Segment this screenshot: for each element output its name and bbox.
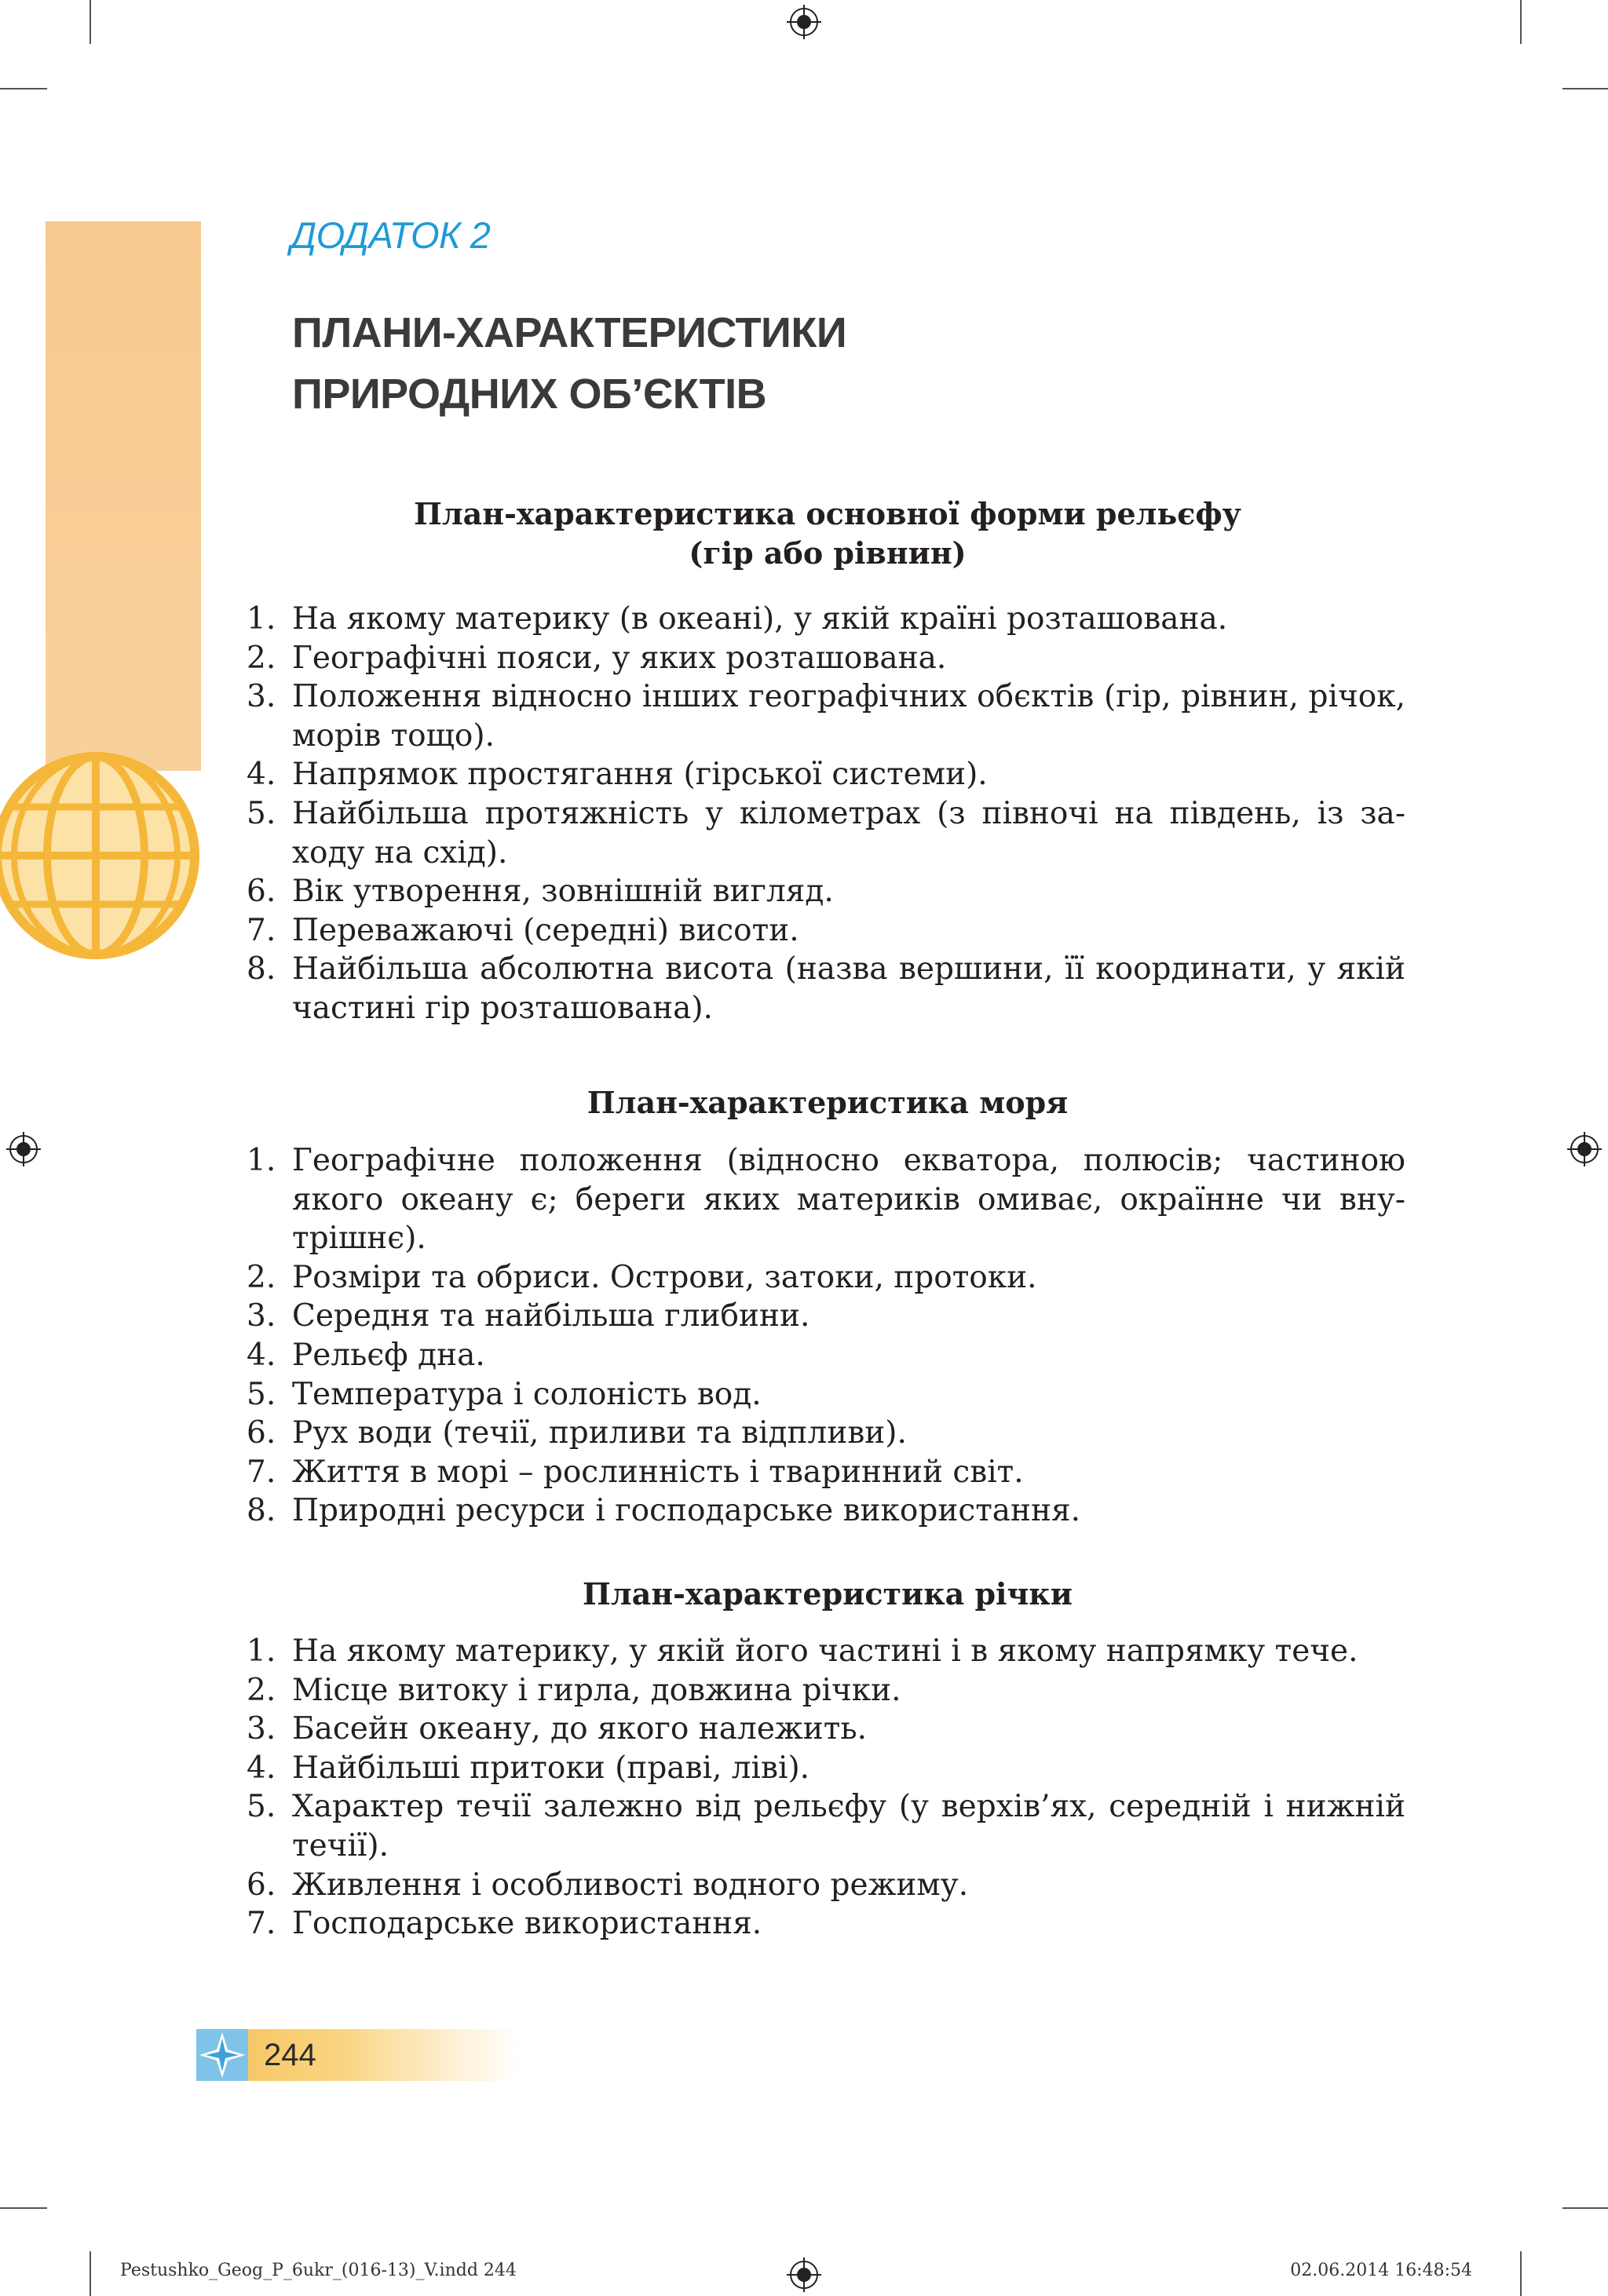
page-title-line: ПЛАНИ-ХАРАКТЕРИСТИКИ (292, 309, 847, 356)
sea-plan-list (245, 1141, 1405, 1531)
list-item-text: Найбільша протяжність у кілометрах (з півночі на південь, із заходу на схід). (292, 795, 1405, 871)
list-item-number: 4. (247, 1337, 276, 1373)
registration-mark-icon (1567, 1132, 1602, 1166)
list-item (245, 1749, 1405, 1788)
registration-mark-icon (6, 1132, 41, 1166)
list-item-text: Розміри та обриси. Острови, затоки, протоки. (292, 1259, 1037, 1295)
list-item-number: 1. (247, 1143, 276, 1178)
list-item-number: 4. (247, 757, 276, 793)
list-item (245, 1258, 1405, 1298)
list-item-number: 1. (247, 601, 276, 637)
list-item-text: Географічні пояси, у яких розташована. (292, 640, 947, 676)
list-item-text: Басейн океану, до якого належить. (292, 1711, 867, 1747)
list-item-number: 6. (247, 1415, 276, 1451)
list-item-number: 7. (247, 1454, 276, 1490)
list-item-text: Середня та найбільша глибини. (292, 1298, 810, 1334)
registration-mark-icon (787, 5, 821, 39)
side-band (46, 221, 201, 771)
list-item-number: 4. (247, 1750, 276, 1786)
list-item (245, 1491, 1405, 1531)
list-item (245, 1632, 1405, 1671)
list-item (245, 950, 1405, 1028)
page-title-line: ПРИРОДНИХ ОБ’ЄКТІВ (292, 370, 767, 418)
list-item (245, 1375, 1405, 1414)
list-item (245, 1336, 1405, 1375)
section-title-line: План-характеристика моря (587, 1085, 1069, 1120)
list-item-text: Рельєф дна. (292, 1337, 485, 1373)
section-title-relief (245, 495, 1410, 573)
list-item-text: Географічне положення (відносно екватора, полюсів; частиною якого океану є; береги яких материків омиває, окраїнне чи внутрішнє). (292, 1143, 1405, 1257)
crop-mark (0, 2207, 47, 2209)
crop-mark (1562, 2207, 1608, 2209)
crop-mark (90, 2251, 91, 2296)
list-item-number: 5. (247, 1376, 276, 1412)
list-item (245, 872, 1405, 911)
list-item-text: На якому материку, у якій його частині і в якому напрямку тече. (292, 1633, 1358, 1669)
list-item (245, 1414, 1405, 1453)
list-item (245, 1671, 1405, 1710)
list-item (245, 755, 1405, 794)
list-item-number: 2. (247, 1672, 276, 1708)
list-item-number: 6. (247, 874, 276, 910)
list-item-text: Місце витоку і гирла, довжина річки. (292, 1672, 901, 1708)
list-item-text: Живлення і особливості водного режиму. (292, 1867, 969, 1903)
section-title-line: План-характеристика основної форми рельєфу (414, 496, 1241, 531)
list-item-text: Переважаючі (середні) висоти. (292, 912, 799, 948)
section-title-sea (245, 1083, 1410, 1122)
list-item-text: Вік утворення, зовнішній вигляд. (292, 874, 834, 910)
list-item-number: 5. (247, 795, 276, 831)
list-item (245, 1904, 1405, 1944)
list-item (245, 1866, 1405, 1905)
list-item (245, 911, 1405, 951)
list-item (245, 639, 1405, 678)
globe-icon (0, 746, 206, 965)
list-item (245, 600, 1405, 639)
list-item-number: 3. (247, 1711, 276, 1747)
list-item-text: Положення відносно інших географічних обєктів (гір, рівнин, річок, морів тощо). (292, 679, 1405, 754)
list-item-text: Життя в морі – рослинність і тваринний світ. (292, 1454, 1024, 1490)
list-item (245, 794, 1405, 872)
list-item (245, 1141, 1405, 1258)
list-item-number: 2. (247, 640, 276, 676)
list-item-number: 8. (247, 1493, 276, 1529)
appendix-label: ДОДАТОК 2 (291, 214, 491, 256)
list-item-number: 8. (247, 951, 276, 987)
list-item-text: На якому материку (в океані), у якій країні розташована. (292, 601, 1228, 637)
list-item-text: Найбільша абсолютна висота (назва вершини, її координати, у якій частині гір розташована). (292, 951, 1405, 1026)
list-item (245, 1297, 1405, 1336)
list-item-number: 2. (247, 1259, 276, 1295)
crop-mark (1520, 2251, 1522, 2296)
crop-mark (0, 88, 47, 89)
river-plan-list (245, 1632, 1405, 1944)
list-item-text: Напрямок простягання (гірської системи). (292, 757, 988, 793)
crop-mark (90, 0, 91, 44)
list-item (245, 1710, 1405, 1749)
list-item-number: 7. (247, 912, 276, 948)
crop-mark (1520, 0, 1522, 44)
section-title-river (245, 1575, 1410, 1614)
registration-mark-icon (787, 2258, 821, 2292)
print-file-info: Pestushko_Geog_P_6ukr_(016-13)_V.indd 244 (120, 2261, 517, 2280)
list-item-text: Природні ресурси і господарське використання. (292, 1493, 1081, 1529)
list-item-text: Характер течії залежно від рельєфу (у верхів’ях, середній і нижній течії). (292, 1789, 1405, 1863)
list-item-number: 3. (247, 1298, 276, 1334)
list-item-number: 1. (247, 1633, 276, 1669)
list-item-text: Найбільші притоки (праві, ліві). (292, 1750, 810, 1786)
list-item-number: 6. (247, 1867, 276, 1903)
compass-star-icon (196, 2029, 248, 2081)
print-timestamp: 02.06.2014 16:48:54 (1290, 2261, 1472, 2280)
list-item (245, 1787, 1405, 1865)
section-title-line: (гір або рівнин) (689, 535, 967, 571)
list-item-number: 3. (247, 679, 276, 715)
list-item-text: Температура і солоність вод. (292, 1376, 762, 1412)
relief-plan-list (245, 600, 1405, 1028)
page-title (292, 302, 846, 425)
section-title-line: План-характеристика річки (583, 1576, 1073, 1612)
list-item (245, 677, 1405, 755)
list-item-number: 5. (247, 1789, 276, 1825)
crop-mark (1562, 88, 1608, 89)
list-item-number: 7. (247, 1906, 276, 1942)
list-item-text: Рух води (течії, приливи та відпливи). (292, 1415, 907, 1451)
list-item-text: Господарське використання. (292, 1906, 762, 1942)
page-number: 244 (264, 2038, 316, 2072)
list-item (245, 1453, 1405, 1492)
